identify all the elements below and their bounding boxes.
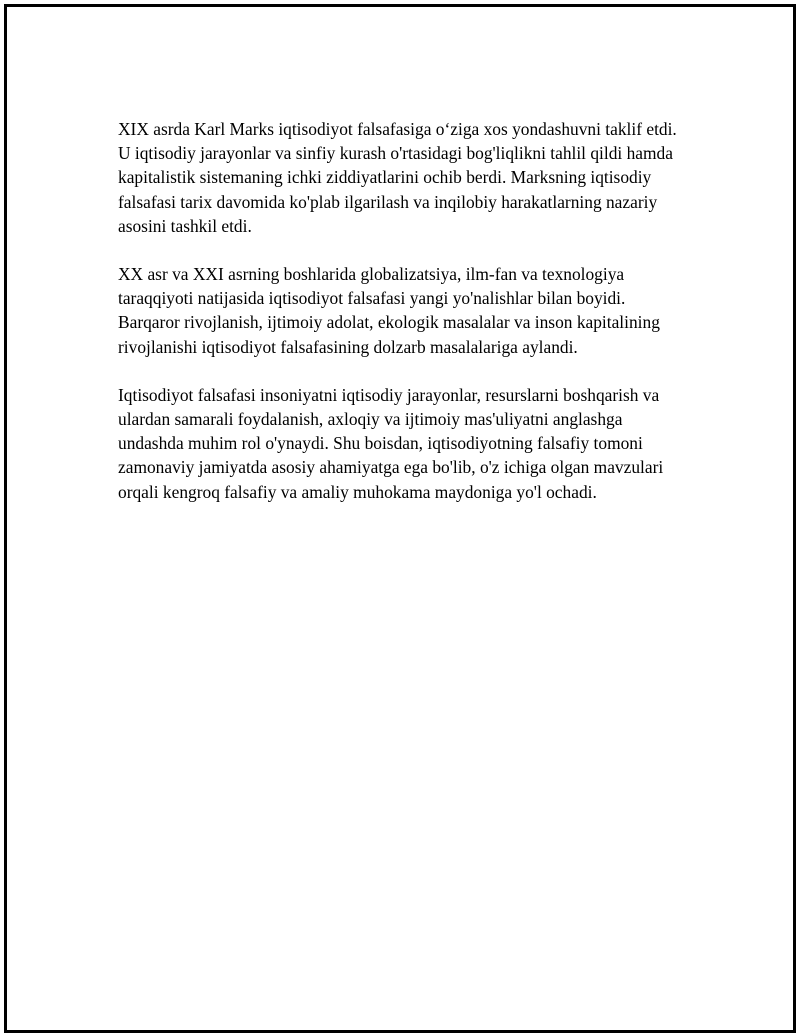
paragraph-marx: XIX asrda Karl Marks iqtisodiyot falsafasiga o‘ziga xos yondashuvni taklif etdi. U iqtisodiy jarayonlar va sinfiy kurash o'rtasidagi bog'liqlikni tahlil qildi hamda kapitalistik sistemaning ichki ziddiyatlarini ochib berdi. Marksning iqtisodiy falsafasi tarix davomida ko'plab ilgarilash va inqilobiy harakatlarning nazariy asosini tashkil etdi. xyxy=(118,119,677,236)
paragraph-conclusion: Iqtisodiyot falsafasi insoniyatni iqtisodiy jarayonlar, resurslarni boshqarish va ulardan samarali foydalanish, axloqiy va ijtimoiy mas'uliyatni anglashga undashda muhim rol o'ynaydi. Shu boisdan, iqtisodiyotning falsafiy tomoni zamonaviy jamiyatda asosiy ahamiyatga ega bo'lib, o'z ichiga olgan mavzulari orqali kengroq falsafiy va amaliy muhokama maydoniga yo'l ochadi. xyxy=(118,384,664,502)
paragraph-globalization: XX asr va XXI asrning boshlarida globalizatsiya, ilm-fan va texnologiya taraqqiyoti natijasida iqtisodiyot falsafasi yangi yo'nalishlar bilan boyidi. Barqaror rivojlanish, ijtimoiy adolat, ekologik masalalar va inson kapitalining rivojlanishi iqtisodiyot falsafasining dolzarb masalalariga aylandi. xyxy=(118,264,660,357)
document-body xyxy=(118,117,678,528)
